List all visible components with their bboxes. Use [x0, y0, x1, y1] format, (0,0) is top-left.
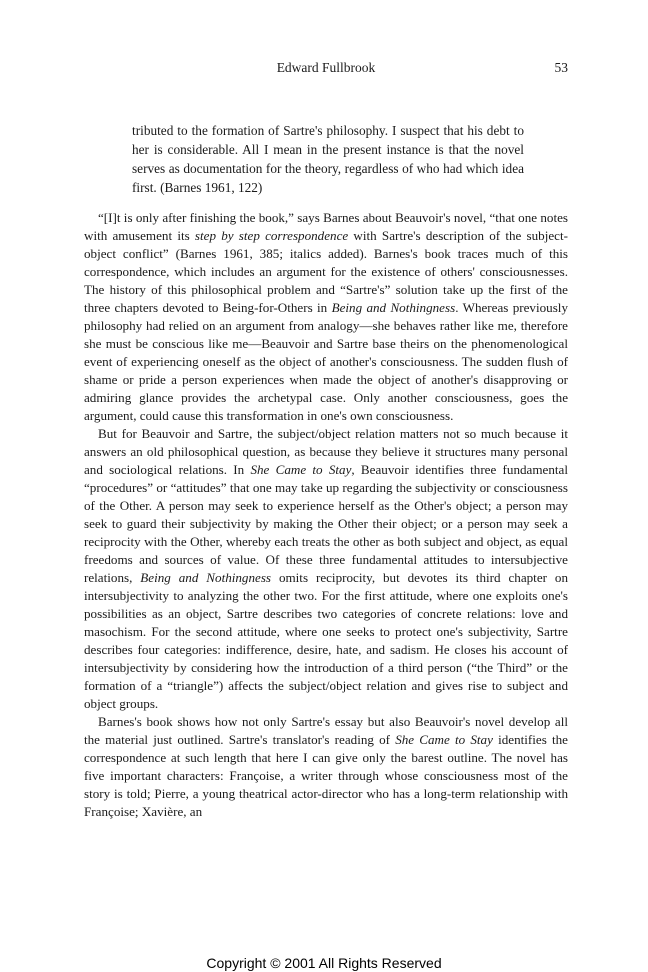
paragraph-text: Barnes's book shows how not only Sartre's essay but also Beauvoir's novel develop all the material just outlined. Sartre's translator's reading of	[84, 714, 568, 747]
paragraph-text: But for Beauvoir and Sartre, the subject/object relation matters not so much because it answers an old philosophical question, as because they believe it structures many personal and sociological relations. In	[84, 426, 568, 477]
block-quote-text: tributed to the formation of Sartre's philosophy. I suspect that his debt to her is considerable. All I mean in the present instance is that the novel serves as documentation for the theory, regardless of who had which idea first. (Barnes 1961, 122)	[132, 123, 524, 195]
paragraph-text: identifies the correspondence at such length that here I can give only the barest outline. The novel has five important characters: Françoise, a writer through whose consciousness most of the story is told; Pierre, a young theatrical actor-director who has a long-term relationship with Françoise; Xavière, an	[84, 732, 568, 819]
running-head	[84, 60, 568, 80]
book-title: She Came to Stay	[395, 732, 493, 747]
paragraph-text: with Sartre's description of the subject-object conflict” (Barnes 1961, 385; italics added). Barnes's book traces much of this correspondence, which includes an argument for the existence of others' consciousnesses. The history of this philosophical problem and “Sartre's” solution take up the first of the three chapters devoted to Being-for-Others in	[84, 228, 568, 315]
book-title: She Came to Stay	[250, 462, 352, 477]
paragraph-text: “[I]t is only after finishing the book,” says Barnes about Beauvoir's novel, “that one notes with amusement its	[84, 210, 568, 243]
italic-phrase: step by step correspondence	[194, 228, 349, 243]
copyright-footer: Copyright © 2001 All Rights Reserved	[206, 955, 442, 971]
page-number: 53	[554, 60, 568, 75]
paragraph-text: , Beauvoir identifies three fundamental “procedures” or “attitudes” that one may take up regarding the subjectivity or consciousness of the Other. A person may seek to experience herself as the Other's object; a person may seek to guard their subjectivity by making the Other their object; or a person may seek a reciprocity with the Other, whereby each treats the other as both subject and object, as equal freedoms and sources of value. Of these three fundamental attitudes to intersubjective relations,	[84, 462, 568, 585]
paragraph-text: . Whereas previously philosophy had relied on an argument from analogy—she behaves rather like me, therefore she must be conscious like me—Beauvoir and Sartre base theirs on the phenomenological event of experiencing oneself as the object of another's consciousness. The sudden flush of shame or pride a person experiences when made the object of another's disapproving or admiring glance provides the archetypal case. Only another consciousness, goes the argument, could cause this transformation in one's own consciousness.	[84, 300, 568, 423]
paragraph-text: omits reciprocity, but devotes its third chapter on intersubjectivity to analyzing the other two. For the first attitude, where one exploits one's possibilities as an object, Sartre describes two categories of concrete relations: love and masochism. For the second attitude, where one seeks to protect one's subjectivity, Sartre describes four categories: indifference, desire, hate, and sadism. He closes his account of intersubjectivity by considering how the introduction of a third person (“the Third” or the formation of a “triangle”) affects the subject/object relation and gives rise to subject and object groups.	[84, 570, 568, 711]
body-text	[84, 209, 568, 821]
paragraph-1	[84, 209, 568, 425]
book-title: Being and Nothingness	[331, 300, 456, 315]
paragraph-3	[84, 713, 568, 821]
block-quote	[132, 122, 524, 198]
running-head-author: Edward Fullbrook	[276, 60, 376, 75]
book-title: Being and Nothingness	[140, 570, 272, 585]
paragraph-2	[84, 425, 568, 713]
